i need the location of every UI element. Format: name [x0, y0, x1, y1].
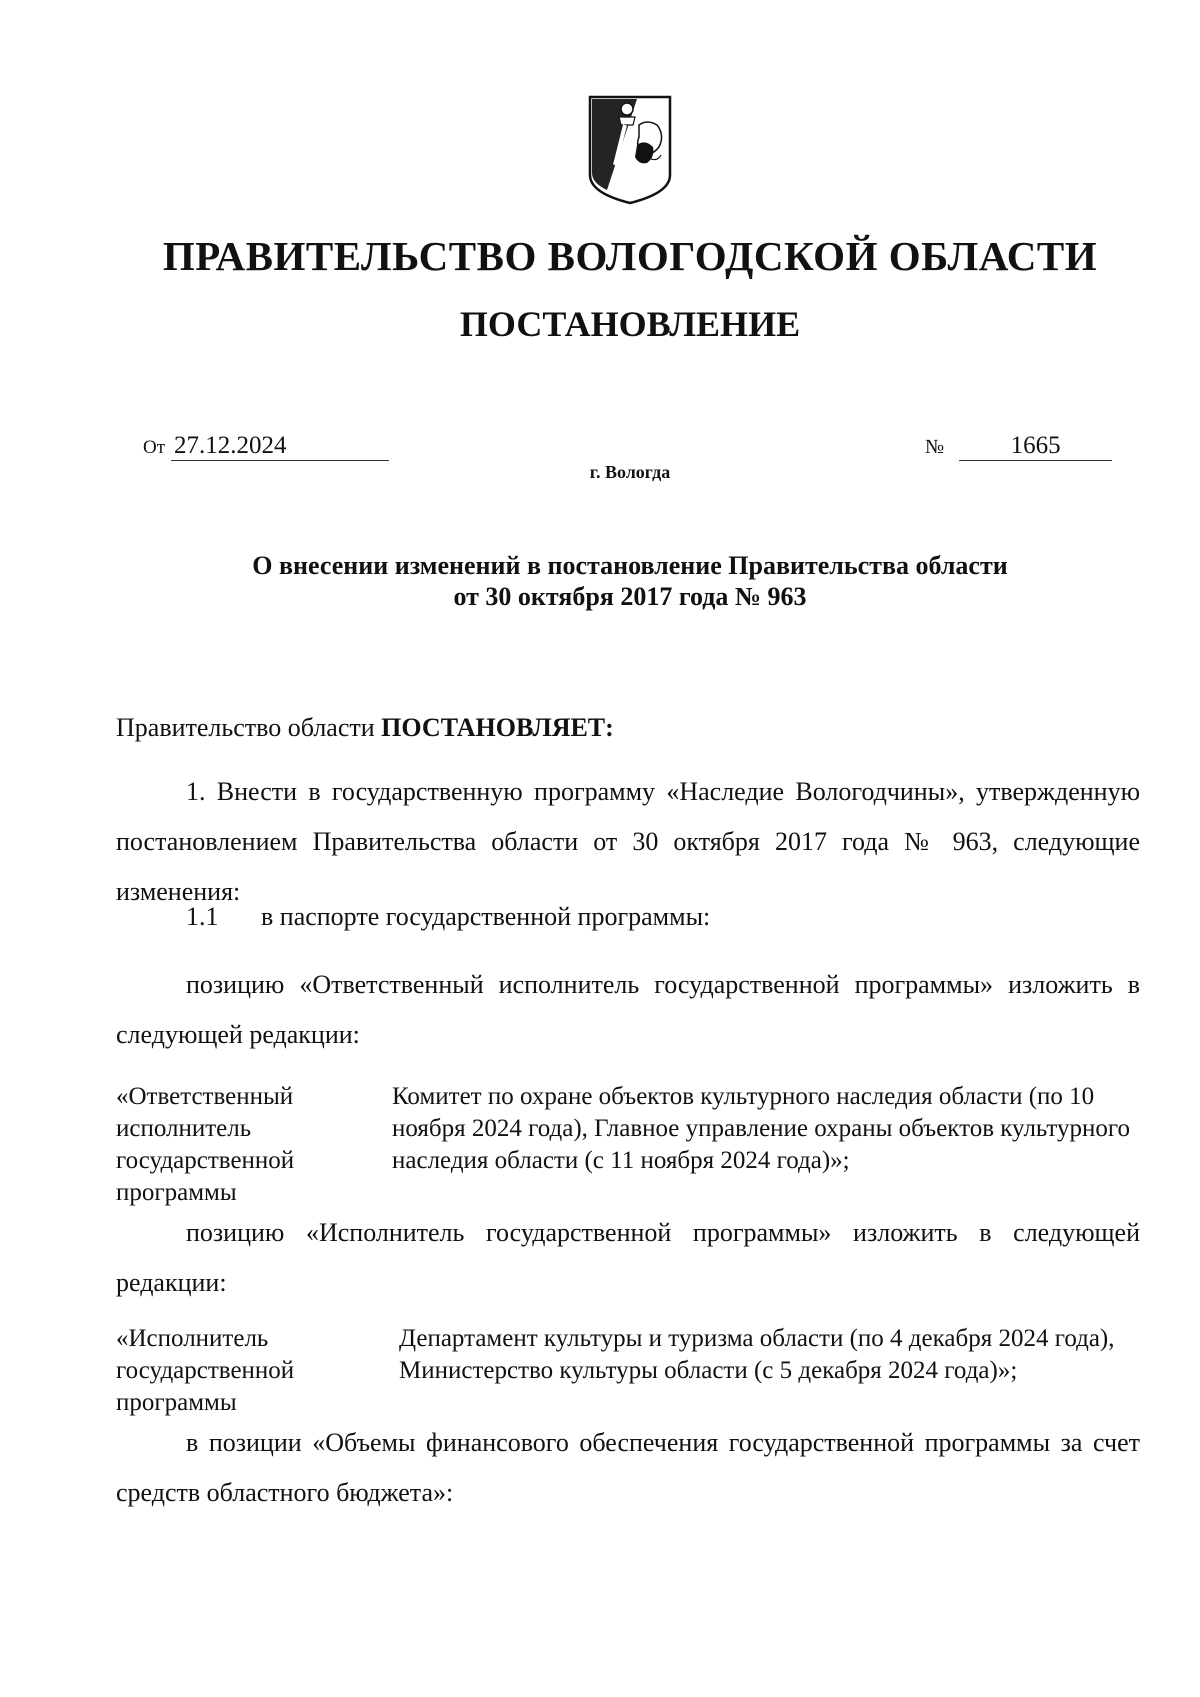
preamble-resolves: ПОСТАНОВЛЯЕТ: [381, 713, 614, 742]
number-block [925, 432, 1112, 461]
preamble-text: Правительство области [116, 713, 382, 742]
coat-of-arms-emblem [587, 95, 673, 205]
position-2-label: «Исполнитель государственной программы [116, 1325, 295, 1416]
government-title: ПРАВИТЕЛЬСТВО ВОЛОГОДСКОЙ ОБЛАСТИ [162, 233, 1098, 279]
document-type: ПОСТАНОВЛЕНИЕ [459, 304, 801, 344]
number-prefix: № [925, 436, 945, 458]
paragraph-1-1 [116, 892, 1140, 942]
position-1-label: «Ответственный исполнитель государственной программы [116, 1083, 295, 1206]
paragraph-1-1-text: в паспорте государственной программы: [261, 902, 711, 931]
document-number: 1665 [959, 432, 1112, 461]
position-1-value: Комитет по охране объектов культурного наследия области (по 10 ноября 2024 года), Главное управление охраны объектов культурного наследия области (с 11 ноября 2024 года)»; [392, 1083, 1130, 1174]
date-prefix: От [143, 437, 166, 458]
date-block [143, 432, 389, 461]
document-subject [0, 550, 1200, 612]
position-1-intro: позицию «Ответственный исполнитель государственной программы» изложить в следующей редакции: [116, 970, 1140, 1049]
subject-line-2: от 30 октября 2017 года № 963 [453, 582, 807, 611]
position-3-intro: в позиции «Объемы финансового обеспечения государственной программы за счет средств областного бюджета»: [116, 1428, 1140, 1507]
position-2-value: Департамент культуры и туризма области (по 4 декабря 2024 года), Министерство культуры области (с 5 декабря 2024 года)»; [399, 1325, 1115, 1384]
paragraph-1-1-number: 1.1 [186, 902, 219, 931]
preamble [116, 708, 1140, 748]
position-2-intro: позицию «Исполнитель государственной программы» изложить в следующей редакции: [116, 1218, 1140, 1297]
paragraph-1: 1. Внести в государственную программу «Наследие Вологодчины», утвержденную постановлением Правительства области от 30 октября 2017 года № 963, следующие изменения: [116, 777, 1140, 906]
city: г. Вологда [589, 462, 671, 482]
document-date: 27.12.2024 [171, 432, 389, 461]
subject-line-1: О внесении изменений в постановление Правительства области [252, 551, 1008, 580]
